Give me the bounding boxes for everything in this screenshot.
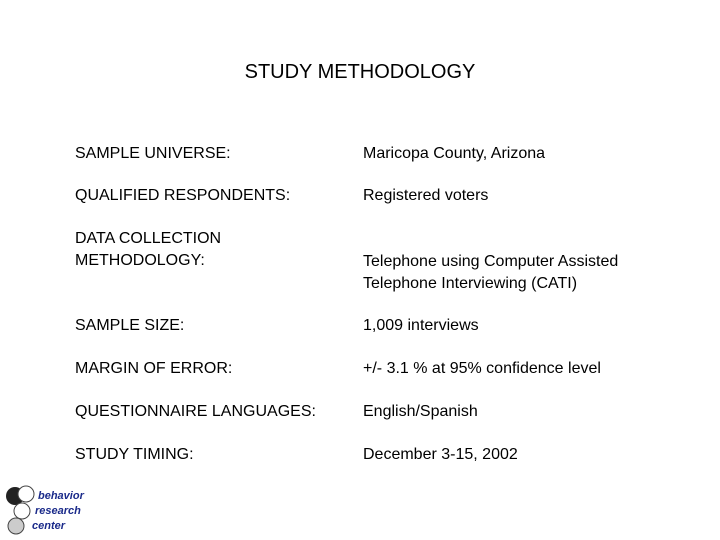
row-label: SAMPLE SIZE: (75, 317, 185, 334)
row-label: MARGIN OF ERROR: (75, 360, 233, 377)
behavior-research-center-logo (2, 484, 92, 538)
row-label: SAMPLE UNIVERSE: (75, 145, 231, 162)
row-label: DATA COLLECTION (75, 230, 222, 247)
row-label: QUESTIONNAIRE LANGUAGES: (75, 403, 316, 420)
svg-text:research: research (35, 505, 81, 517)
svg-text:center: center (32, 520, 66, 532)
row-value: Registered voters (363, 187, 489, 204)
row-label: STUDY TIMING: (75, 446, 194, 463)
row-value: +/- 3.1 % at 95% confidence level (363, 360, 601, 377)
row-value: Maricopa County, Arizona (363, 145, 546, 162)
row-value: 1,009 interviews (363, 317, 479, 334)
row-value: English/Spanish (363, 403, 478, 420)
row-value: December 3-15, 2002 (363, 446, 518, 463)
page-title: STUDY METHODOLOGY (244, 61, 476, 83)
row-value: Telephone Interviewing (CATI) (363, 275, 578, 292)
row-label: METHODOLOGY: (75, 252, 205, 269)
row-label: QUALIFIED RESPONDENTS: (75, 187, 291, 204)
svg-text:behavior: behavior (38, 490, 84, 502)
row-value: Telephone using Computer Assisted (363, 253, 619, 270)
